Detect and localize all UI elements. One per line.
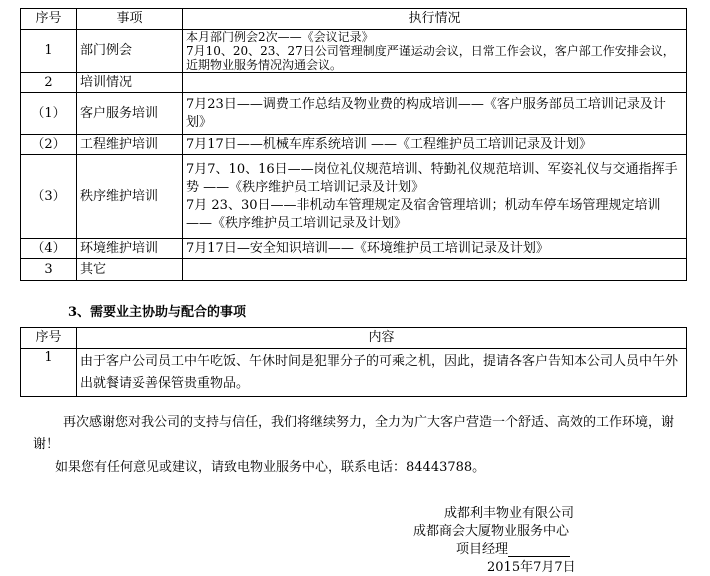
signature-date: 2015年7月7日 [487, 560, 576, 575]
section-3-title: 3、需要业主协助与配合的事项 [68, 305, 247, 320]
row-item: 部门例会 [77, 30, 183, 73]
row-no: （1） [21, 93, 77, 135]
header-item: 事项 [77, 9, 183, 30]
work-summary-table [20, 8, 687, 281]
row-detail [183, 155, 687, 239]
owner-assistance-table [20, 327, 687, 397]
row-item: 客户服务培训 [77, 93, 183, 135]
table-row [21, 155, 687, 239]
row-no: 3 [21, 259, 77, 281]
row-detail [183, 259, 687, 281]
row-item: 其它 [77, 259, 183, 281]
row-item: 环境维护培训 [77, 239, 183, 259]
row-no: （3） [21, 155, 77, 239]
table-row [21, 239, 687, 259]
signature-blank-line [508, 542, 570, 557]
row-item: 秩序维护培训 [77, 155, 183, 239]
header-content: 内容 [77, 328, 687, 349]
header-no: 序号 [21, 328, 77, 349]
table-row [21, 73, 687, 93]
header-no: 序号 [21, 9, 77, 30]
table-row [21, 135, 687, 155]
signature-company: 成都利丰物业有限公司 [444, 506, 575, 521]
detail-line: 7月 23、30日——非机动车管理规定及宿舍管理培训；机动车停车场管理规定培训——《秩序维护员工培训记录及计划》 [186, 197, 661, 231]
row-detail: 7月23日——调费工作总结及物业费的构成培训——《客户服务部员工培训记录及计划》 [183, 93, 687, 135]
header-detail: 执行情况 [183, 9, 687, 30]
table-row [21, 30, 687, 73]
row-no: 1 [21, 30, 77, 73]
detail-line: 7月10、20、23、27日公司管理制度严谨运动会议，日常工作会议，客户部工作安排会议，近期物业服务情况沟通会议。 [186, 44, 675, 72]
closing-paragraph-contact: 如果您有任何意见或建议，请致电物业服务中心，联系电话：84443788。 [55, 460, 486, 475]
row-no: 2 [21, 73, 77, 93]
table-header-row [21, 328, 687, 349]
row-detail: 7月17日—安全知识培训——《环境维护员工培训记录及计划》 [183, 239, 687, 259]
row-content: 由于客户公司员工中午吃饭、午休时间是犯罪分子的可乘之机，因此，提请各客户告知本公司人员中午外出就餐请妥善保管贵重物品。 [77, 349, 687, 397]
row-no: （4） [21, 239, 77, 259]
table-row [21, 259, 687, 281]
signature-manager [456, 538, 570, 557]
row-detail: 7月17日——机械车库系统培训 ——《工程维护员工培训记录及计划》 [183, 135, 687, 155]
row-no: 1 [21, 349, 77, 397]
closing-paragraph-thanks: 再次感谢您对我公司的支持与信任，我们将继续努力，全力为广大客户营造一个舒适、高效的工作环境，谢谢！ [33, 415, 675, 452]
detail-line: 本月部门例会2次——《会议记录》 [186, 30, 374, 44]
signature-service-center: 成都商会大厦物业服务中心 [413, 524, 570, 539]
row-item: 工程维护培训 [77, 135, 183, 155]
table-row [21, 349, 687, 397]
table-header-row [21, 9, 687, 30]
row-detail [183, 30, 687, 73]
row-item: 培训情况 [77, 73, 183, 93]
row-detail [183, 73, 687, 93]
manager-label: 项目经理 [456, 542, 509, 557]
table-row [21, 93, 687, 135]
row-no: （2） [21, 135, 77, 155]
detail-line: 7月7、10、16日——岗位礼仪规范培训、特勤礼仪规范培训、军姿礼仪与交通指挥手势 ——《秩序维护员工培训记录及计划》 [186, 161, 678, 195]
